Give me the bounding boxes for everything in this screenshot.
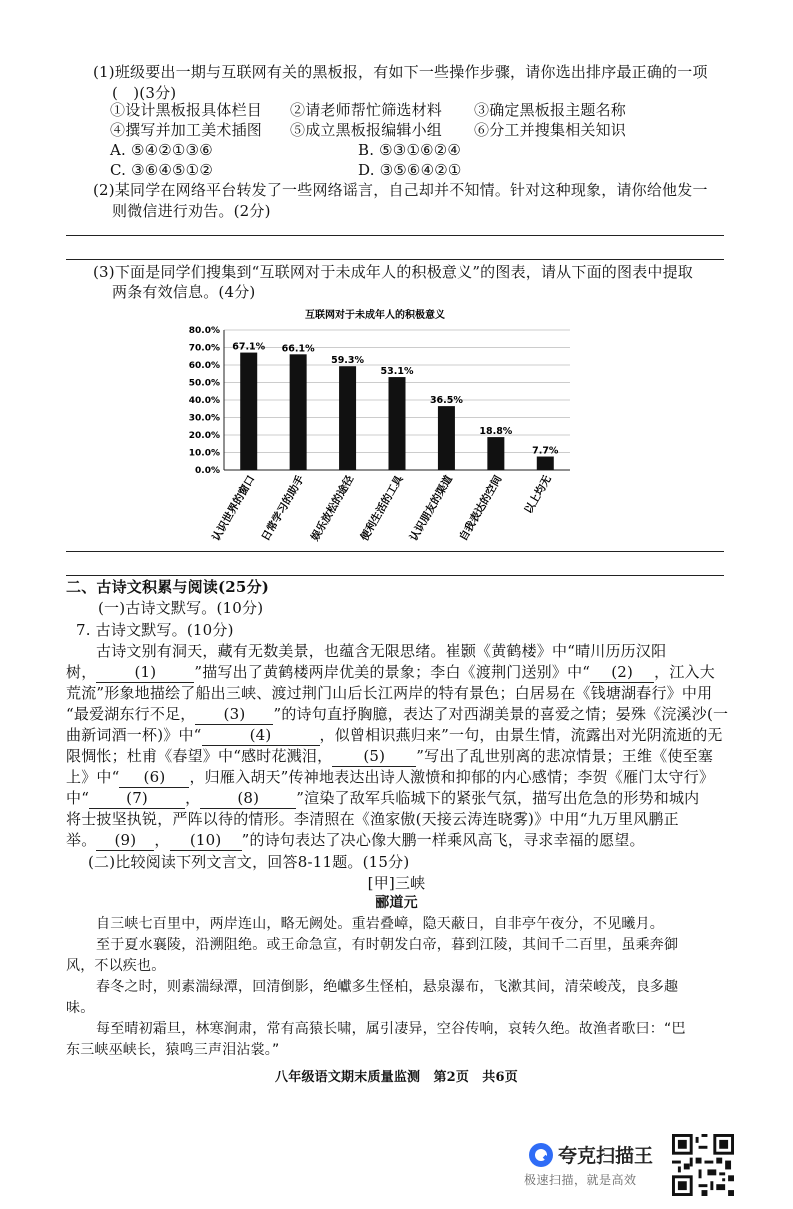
data-label: 7.7%	[532, 445, 559, 457]
paragraph-line: 中“ (7) ， (8) ”渲染了敌军兵临城下的紧张气氛，描写出危急的形势和城内	[66, 789, 700, 807]
q1-option-b: B. ⑤③①⑥②④	[358, 141, 462, 159]
page-footer: 八年级语文期末质量监测 第2页 共6页	[275, 1070, 518, 1085]
section-title: 二、古诗文积累与阅读(25分)	[66, 578, 270, 596]
y-tick-label: 70.0%	[188, 343, 220, 354]
bar	[487, 437, 504, 470]
scanner-logo-icon	[528, 1142, 554, 1168]
passage-author: 郦道元	[375, 895, 418, 911]
y-tick-label: 80.0%	[188, 326, 220, 336]
passage-line: 每至晴初霜旦，林寒涧肃，常有高猿长啸，属引凄异，空谷传响，哀转久绝。故渔者歌曰：“巴	[96, 1021, 686, 1037]
paragraph-line: 将士披坚执锐，严阵以待的情形。李清照在《渔家傲(天接云涛连晓雾)》中用“九万里风鹏正	[66, 810, 679, 828]
blank-9[interactable]: (9)	[96, 830, 154, 851]
x-tick-label: 认识朋友的渠道	[407, 473, 456, 544]
paragraph-line: 限惆怅；杜甫《春望》中“感时花溅泪， (5) ”写出了乱世别离的悲凉情景；王维《使至塞	[66, 747, 713, 765]
q1-step-2: ②请老师帮忙筛选材料	[290, 101, 443, 119]
q1-option-a: A. ⑤④②①③⑥	[110, 141, 213, 159]
answer-line	[66, 259, 724, 260]
paragraph-line: 上》中“ (6) ，归雁入胡天”传神地表达出诗人激愤和抑郁的内心感情；李贺《雁门太守行》	[66, 768, 715, 786]
q1-step-5: ⑤成立黑板报编辑小组	[290, 121, 443, 139]
bar	[339, 366, 356, 470]
q1-score: ( )(3分)	[112, 84, 177, 102]
x-tick-label: 便利生活的工具	[358, 473, 406, 544]
y-tick-label: 30.0%	[188, 413, 220, 424]
bar	[290, 354, 307, 470]
q1-step-3: ③确定黑板报主题名称	[474, 101, 627, 119]
data-label: 18.8%	[479, 426, 513, 438]
paragraph-line: 古诗文别有洞天，藏有无数美景，也蕴含无限思绪。崔颢《黄鹤楼》中“晴川历历汉阳	[96, 642, 667, 660]
x-tick-label: 以上均无	[522, 473, 554, 516]
scanner-slogan: 极速扫描，就是高效	[524, 1173, 637, 1187]
answer-line	[66, 551, 724, 552]
q2-line-2: 则微信进行劝告。(2分)	[112, 202, 271, 220]
q3-line-1: (3)下面是同学们搜集到“互联网对于未成年人的积极意义”的图表，请从下面的图表中提取	[93, 263, 693, 281]
blank-4[interactable]: (4)	[202, 725, 320, 746]
paragraph-line: 举。 (9) ， (10) ”的诗句表达了决心像大鹏一样乘风高飞，寻求幸福的愿望。	[66, 831, 645, 849]
blank-6[interactable]: (6)	[119, 767, 189, 788]
y-tick-label: 40.0%	[188, 396, 220, 406]
q2-line-1: (2)某同学在网络平台转发了一些网络谣言，自己却并不知情。针对这种现象，请你给他发一	[93, 181, 708, 199]
scanner-watermark	[520, 1138, 660, 1188]
answer-line	[66, 575, 724, 576]
x-tick-label: 认识世界的窗口	[210, 473, 258, 544]
bar	[438, 406, 455, 470]
y-tick-label: 60.0%	[188, 361, 220, 371]
chart-title: 互联网对于未成年人的积极意义	[305, 310, 445, 321]
blank-8[interactable]: (8)	[200, 788, 296, 809]
y-tick-label: 20.0%	[188, 431, 220, 441]
data-label: 67.1%	[232, 341, 266, 353]
q1-step-4: ④撰写并加工美术插图	[110, 121, 263, 139]
bar	[389, 377, 406, 470]
bar	[537, 457, 554, 470]
data-label: 36.5%	[429, 395, 463, 407]
passage-line: 味。	[66, 1000, 95, 1016]
paragraph-line: 荒流”形象地描绘了船出三峡、渡过荆门山后长江两岸的特有景色；白居易在《钱塘湖春行》中用	[66, 684, 713, 702]
blank-1[interactable]: (1)	[96, 662, 194, 683]
passage-line: 风，不以疾也。	[66, 958, 166, 974]
y-tick-label: 0.0%	[195, 466, 220, 476]
blank-3[interactable]: (3)	[195, 704, 273, 725]
blank-5[interactable]: (5)	[332, 746, 416, 767]
q1-step-1: ①设计黑板报具体栏目	[110, 101, 263, 119]
scanner-brand: 夸克扫描王	[558, 1145, 654, 1167]
y-tick-label: 10.0%	[188, 448, 220, 459]
q1-option-c: C. ③⑥④⑤①②	[110, 161, 213, 179]
subsection-title: (一)古诗文默写。(10分)	[98, 599, 264, 617]
passage-line: 春冬之时，则素湍绿潭，回清倒影，绝巘多生怪柏，悬泉瀑布，飞漱其间，清荣峻茂，良多趣	[96, 979, 679, 995]
paragraph-line: 曲新词酒一杯)》中“ (4) ，似曾相识燕归来”一句，由景生情，流露出对光阴流逝的无	[66, 726, 723, 744]
q3-line-2: 两条有效信息。(4分)	[112, 283, 256, 301]
paragraph-line: 树， (1) ”描写出了黄鹤楼两岸优美的景象；李白《渡荆门送别》中“ (2) ，江入大	[66, 663, 715, 681]
blank-10[interactable]: (10)	[170, 830, 242, 851]
q1-stem: (1)班级要出一期与互联网有关的黑板报，有如下一些操作步骤，请你选出排序最正确的一项	[93, 63, 708, 81]
qr-code-icon	[672, 1134, 734, 1196]
data-label: 59.3%	[331, 355, 365, 367]
data-label: 53.1%	[380, 366, 414, 378]
x-tick-label: 娱乐放松的途径	[309, 473, 357, 544]
q1-step-6: ⑥分工并搜集相关知识	[474, 121, 627, 139]
q1-option-d: D. ③⑤⑥④②①	[358, 161, 462, 179]
data-label: 66.1%	[281, 343, 315, 355]
blank-7[interactable]: (7)	[89, 788, 185, 809]
question-title: 7. 古诗文默写。(10分)	[76, 621, 234, 639]
passage-title: [甲]三峡	[367, 874, 426, 892]
passage-line: 至于夏水襄陵，沿溯阻绝。或王命急宣，有时朝发白帝，暮到江陵，其间千二百里，虽乘奔御	[96, 937, 679, 953]
bar-chart	[180, 300, 580, 550]
passage-line: 自三峡七百里中，两岸连山，略无阙处。重岩叠嶂，隐天蔽日，自非亭午夜分，不见曦月。	[96, 916, 664, 932]
blank-2[interactable]: (2)	[590, 662, 654, 683]
bar	[240, 353, 257, 470]
x-tick-label: 日常学习的助手	[259, 473, 307, 544]
subsection-title: (二)比较阅读下列文言文，回答8-11题。(15分)	[88, 853, 410, 871]
answer-line	[66, 235, 724, 236]
y-tick-label: 50.0%	[188, 378, 220, 389]
paragraph-line: “最爱湖东行不足， (3) ”的诗句直抒胸臆，表达了对西湖美景的喜爱之情；晏殊《浣溪沙(一	[66, 705, 729, 723]
passage-line: 东三峡巫峡长，猿鸣三声泪沾裳。”	[66, 1042, 280, 1058]
x-tick-label: 自我表达的空间	[457, 473, 505, 544]
